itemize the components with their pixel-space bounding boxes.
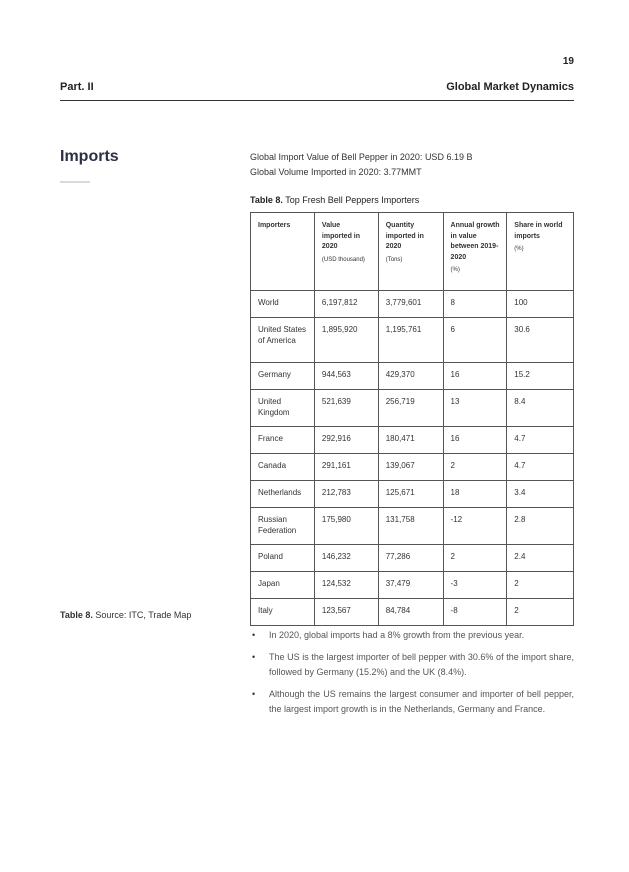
table-row (251, 508, 574, 545)
table-cell: 429,370 (378, 363, 443, 390)
importer-name-cell: Germany (251, 363, 315, 390)
table-cell: 16 (443, 427, 507, 454)
bullet-icon: • (252, 630, 256, 640)
bullet-icon: • (252, 651, 256, 662)
table-cell: 131,758 (378, 508, 443, 545)
table-cell: 4.7 (507, 427, 574, 454)
table-row (251, 599, 574, 626)
table-cell: 84,784 (378, 599, 443, 626)
import-value-line: Global Import Value of Bell Pepper in 2020: USD 6.19 B (250, 152, 473, 162)
table-row (251, 481, 574, 508)
section-title: Global Market Dynamics (446, 81, 574, 93)
table-cell: 2.4 (507, 545, 574, 572)
table-cell: 292,916 (314, 427, 378, 454)
table-cell: 8.4 (507, 390, 574, 427)
table-cell: 521,639 (314, 390, 378, 427)
table-row (251, 291, 574, 318)
table-cell: 125,671 (378, 481, 443, 508)
table-cell: 100 (507, 291, 574, 318)
importers-table (250, 212, 574, 626)
importer-name-cell: France (251, 427, 315, 454)
table-cell: 15.2 (507, 363, 574, 390)
table-cell: 2 (443, 545, 507, 572)
bullet-item: • Although the US remains the largest consumer and importer of bell pepper, the largest import growth is in the Netherlands, Germany and France. (252, 688, 574, 714)
bullet-item: • In 2020, global imports had a 8% growth from the previous year. (250, 628, 574, 644)
table-cell: 30.6 (507, 318, 574, 363)
column-header: Value imported in 2020 (USD thousand) (314, 213, 378, 291)
table-cell: 6,197,812 (314, 291, 378, 318)
table-cell: 2 (507, 599, 574, 626)
table-cell: 180,471 (378, 427, 443, 454)
importer-name-cell: Russian Federation (251, 508, 315, 545)
table-cell: 2 (443, 454, 507, 481)
table-cell: 8 (443, 291, 507, 318)
importer-name-cell: World (251, 291, 315, 318)
table-cell: 3.4 (507, 481, 574, 508)
column-header: Annual growth in value between 2019-2020 (%) (443, 213, 507, 291)
column-header: Share in world imports (%) (507, 213, 574, 291)
bullet-icon: • (252, 688, 256, 699)
table-source (60, 610, 191, 620)
table-cell: 2 (507, 572, 574, 599)
table-cell: 13 (443, 390, 507, 427)
table-cell: 146,232 (314, 545, 378, 572)
page-heading: Imports (60, 148, 119, 165)
table-row (251, 363, 574, 390)
table-cell: 212,783 (314, 481, 378, 508)
import-volume-line: Global Volume Imported in 2020: 3.77MMT (250, 167, 422, 177)
table-cell: 77,286 (378, 545, 443, 572)
bullet-item: • The US is the largest importer of bell pepper with 30.6% of the import share, followed by Germany (15.2%) and the UK (8.4%). (252, 651, 574, 677)
table-cell: 1,195,761 (378, 318, 443, 363)
column-unit: (Tons) (385, 256, 403, 263)
table-cell: 944,563 (314, 363, 378, 390)
import-summary (250, 150, 472, 180)
page-number: 19 (562, 56, 574, 67)
column-header: Importers (251, 213, 315, 291)
table-row (251, 545, 574, 572)
table-cell: 18 (443, 481, 507, 508)
importer-name-cell: Japan (251, 572, 315, 599)
importer-name-cell: Italy (251, 599, 315, 626)
key-findings-list (250, 628, 574, 724)
column-unit: (%) (514, 246, 524, 252)
importer-name-cell: United States of America (251, 318, 315, 363)
table-cell: 3,779,601 (378, 291, 443, 318)
importer-name-cell: United Kingdom (251, 390, 315, 427)
table-row (251, 572, 574, 599)
table-row (251, 390, 574, 427)
table-caption-title: Top Fresh Bell Peppers Importers (285, 195, 420, 205)
table-caption (250, 195, 419, 205)
column-unit: (%) (450, 267, 460, 273)
table-cell: 139,067 (378, 454, 443, 481)
table-cell: 124,532 (314, 572, 378, 599)
table-row (251, 454, 574, 481)
table-cell: -3 (443, 572, 507, 599)
table-header-row (251, 213, 574, 291)
table-cell: 4.7 (507, 454, 574, 481)
table-cell: 256,719 (378, 390, 443, 427)
table-cell: 175,980 (314, 508, 378, 545)
table-caption-number: Table 8. (250, 195, 283, 205)
table-cell: 2.8 (507, 508, 574, 545)
part-label: Part. II (60, 81, 94, 93)
table-cell: -12 (443, 508, 507, 545)
table-row (251, 318, 574, 363)
table-cell: 1,895,920 (314, 318, 378, 363)
table-cell: 16 (443, 363, 507, 390)
column-unit: (USD thousand) (321, 256, 365, 263)
source-label: Table 8. (60, 610, 93, 620)
table-cell: 37,479 (378, 572, 443, 599)
source-text: Source: ITC, Trade Map (95, 610, 192, 620)
table-row (251, 427, 574, 454)
column-header: Quantity imported in 2020 (Tons) (378, 213, 443, 291)
table-cell: 6 (443, 318, 507, 363)
table-cell: 291,161 (314, 454, 378, 481)
importer-name-cell: Netherlands (251, 481, 315, 508)
heading-underline (60, 181, 90, 183)
importer-name-cell: Canada (251, 454, 315, 481)
table-cell: -8 (443, 599, 507, 626)
table-cell: 123,567 (314, 599, 378, 626)
importer-name-cell: Poland (251, 545, 315, 572)
header-divider (60, 100, 574, 101)
